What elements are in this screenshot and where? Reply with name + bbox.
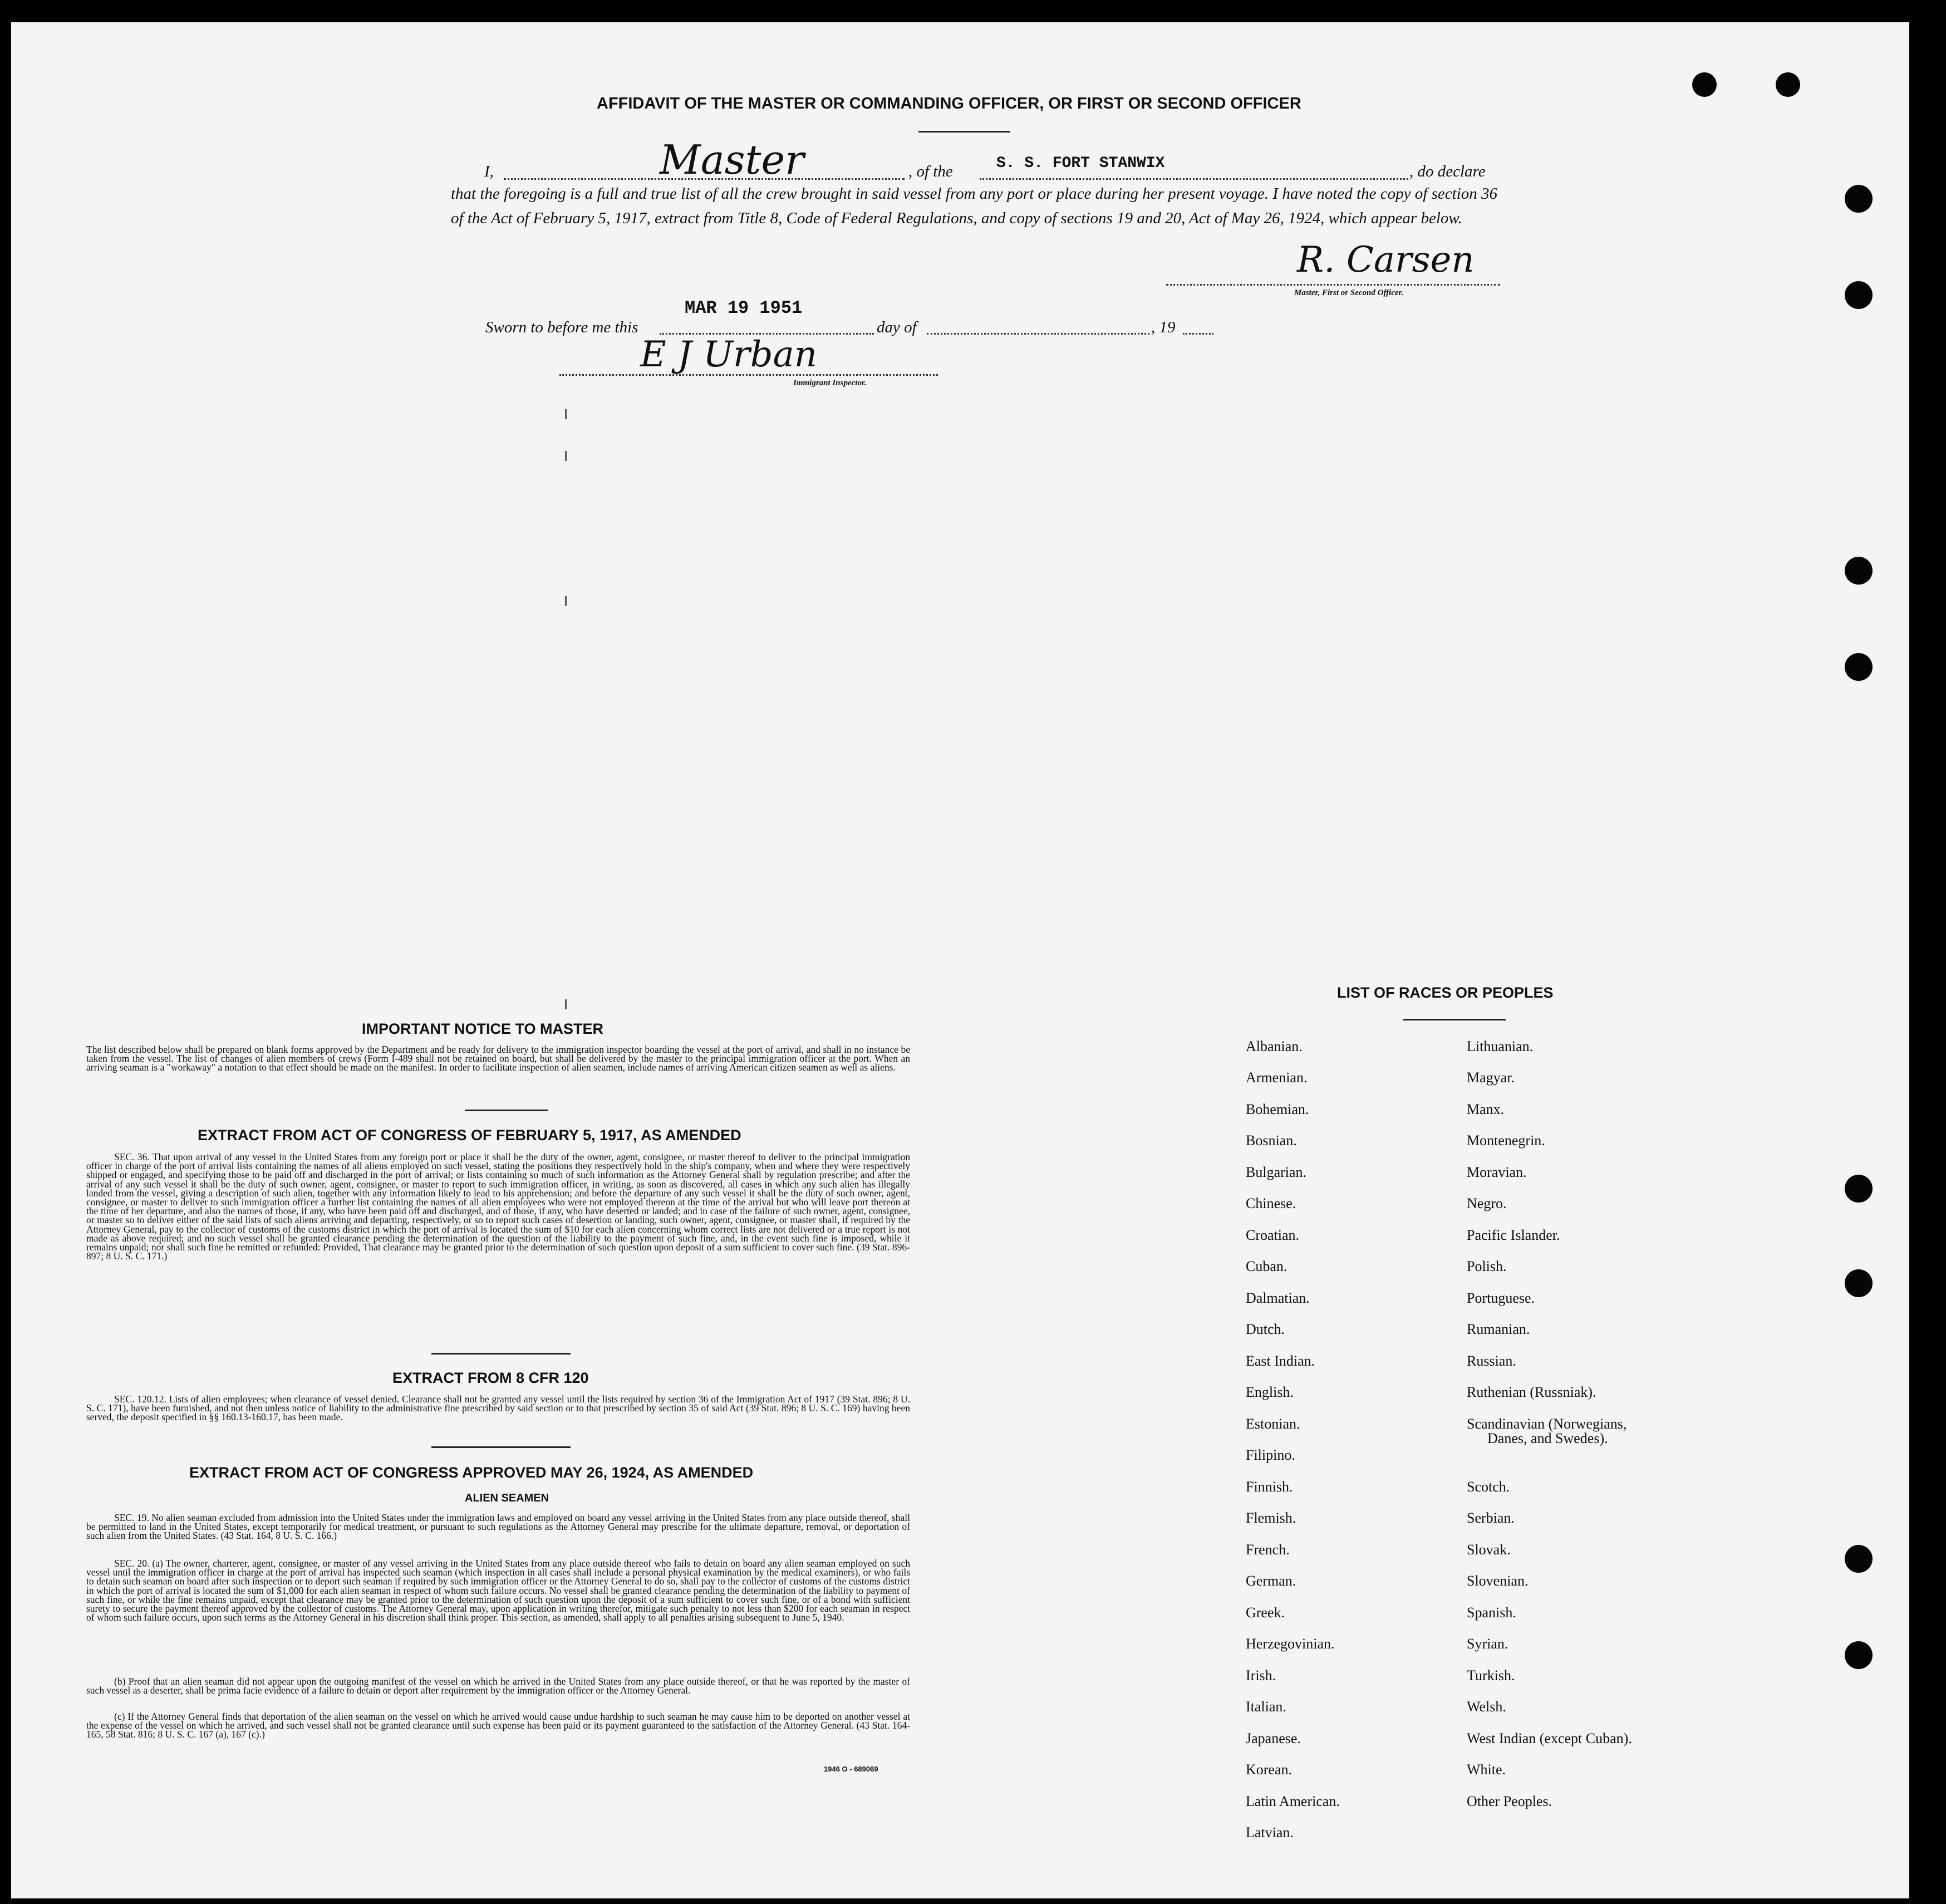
race-item: White. [1467,1761,1506,1778]
divider [431,1446,571,1448]
race-item: Portuguese. [1467,1290,1535,1306]
race-item: Flemish. [1246,1510,1296,1526]
race-item: Filipino. [1246,1447,1295,1463]
extract-cfr-text: SEC. 120.12. Lists of alien employees; when clearance of vessel denied. Clearance shall not be granted any vessel until the lists required by section 36 of the Immigration Act of 1917 (39 Stat. 896; 8 U. S. C. 171), have been furnished, and not then unless notice of liability to the administrative fine prescribed by said section or to that prescribed by section 35 of said Act (39 Stat. 896; 8 U. S. C. 169) having been served, the deposit specified in §§ 160.13-160.17, has been made. [86,1393,910,1423]
binder-hole [1692,72,1717,97]
divider [431,1353,571,1355]
extract-1924-sec19: SEC. 19. No alien seaman excluded from admission into the United States under the immigration laws and employed on board any vessel arriving in the United States from any place outside thereof, shall be permitted to land in the United States, except temporarily for medical treatment, or pursuant to such regulations as the Attorney General may prescribe for the ultimate departure, removal, or deportation of such alien from the United States. (43 Stat. 164, 8 U. S. C. 166.) [86,1512,910,1542]
race-item: Slovenian. [1467,1573,1529,1589]
sworn-label: Sworn to before me this [485,318,638,336]
sworn-month-line [927,333,1149,335]
scan-mark [565,999,567,1009]
race-item: Magyar. [1467,1069,1515,1086]
race-item: Manx. [1467,1101,1505,1117]
divider [1403,1019,1506,1020]
extract-1917-text: SEC. 36. That upon arrival of any vessel in the United States from any foreign port or place it shall be the duty of the owner, agent, consignee, or master thereof to deliver to the principal immigration officer in charge of the port of arrival lists containing the names of all aliens employed on such vessel, stating the positions they respectively hold in the ship's company, when and where they were respectively shipped or engaged, and specifying those to be paid off and discharged in the port of arrival; or lists containing so much of such information as the Attorney General shall by regulation prescribe; and after the arrival of any such vessel it shall be the duty of such owner, agent, consignee, or master to report to such immigration officer, in writing, as soon as discovered, all cases in which any such alien has illegally landed from the vessel, giving a description of such alien, together with any information likely to lead to his apprehension; and before the departure of any such vessel it shall be the duty of such owner, agent, consignee, or master to deliver to such immigration officer a further list containing the names of all alien employees who were not employed thereon at the time of the arrival but who will leave port thereon at the time of her departure, and also the names of those, if any, who have been paid off and discharged, and of those, if any, who have deserted or landed; and in case of the failure of such owner, agent, consignee, or master so to deliver either of the said lists of such aliens arriving and departing, respectively, or so to report such cases of desertion or landing, such owner, agent, consignee, or master shall, if required by the Attorney General, pay to the collector of customs of the customs district in which the port of arrival is located the sum of $10 for each alien concerning whom correct lists are not delivered or a true report is not made as above required; and no such vessel shall be granted clearance pending the determination of the question of the liability to the payment of such fine, and, in the event such fine is imposed, while it remains unpaid; nor shall such fine be remitted or refunded: Provided, That clearance may be granted prior to the determination of such question upon deposit of a sum sufficient to cover such fine. (39 Stat. 896-897; 8 U. S. C. 171.) [86,1151,910,1262]
divider [465,1110,548,1111]
vessel-name: S. S. FORT STANWIX [996,155,1165,172]
race-item: Croatian. [1246,1227,1300,1243]
binder-hole [1776,72,1800,97]
binder-hole [1845,1641,1873,1669]
race-item: Serbian. [1467,1510,1515,1526]
race-item: Herzegovinian. [1246,1636,1335,1652]
race-item: German. [1246,1573,1296,1589]
race-item: Bosnian. [1246,1132,1297,1149]
divider [918,131,1010,133]
race-item: Armenian. [1246,1069,1308,1086]
race-item: Spanish. [1467,1604,1516,1621]
race-item: French. [1246,1542,1290,1558]
race-item: Japanese. [1246,1730,1301,1746]
race-item: Dutch. [1246,1321,1285,1337]
race-item: Italian. [1246,1699,1286,1715]
extract-1917-title: EXTRACT FROM ACT OF CONGRESS OF FEBRUARY 5, 1917, AS AMENDED [198,1127,741,1144]
binder-hole [1845,1545,1873,1573]
extract-1924-subtitle: ALIEN SEAMEN [465,1492,549,1504]
scan-mark [565,409,567,419]
race-item: Chinese. [1246,1195,1296,1211]
sworn-year-line [1183,333,1213,335]
affidavit-i-label: I, [484,163,494,180]
race-item: Turkish. [1467,1667,1515,1684]
race-item: Finnish. [1246,1479,1293,1495]
master-signature-line [1166,284,1500,286]
race-item: Ruthenian (Russniak). [1467,1384,1596,1400]
race-item: Bohemian. [1246,1101,1309,1117]
extract-cfr-title: EXTRACT FROM 8 CFR 120 [392,1370,589,1386]
race-item: Rumanian. [1467,1321,1530,1337]
race-item: Syrian. [1467,1636,1508,1652]
race-item: Russian. [1467,1353,1516,1369]
race-item: Lithuanian. [1467,1038,1534,1054]
inspector-caption: Immigrant Inspector. [793,379,867,387]
race-item: Estonian. [1246,1416,1300,1432]
of-the-label: , of the [908,163,953,180]
binder-hole [1845,185,1873,213]
race-item: Slovak. [1467,1542,1511,1558]
binder-hole [1845,1269,1873,1297]
binder-hole [1845,1175,1873,1203]
extract-1924-sec20b: (b) Proof that an alien seaman did not appear upon the outgoing manifest of the vessel on which he arrived in the United States from any place outside thereof, or that he was reported by the master of such vessel as a deserter, shall be prima facie evidence of a failure to detain or deport after requirement by the immigration officer or the Attorney General. [86,1676,910,1696]
race-item: Albanian. [1246,1038,1303,1054]
year-prefix: , 19 [1151,318,1176,336]
race-item: Montenegrin. [1467,1132,1545,1149]
do-declare-label: , do declare [1409,163,1486,180]
race-item: Scandinavian (Norwegians, [1467,1416,1627,1432]
binder-hole [1845,653,1873,681]
binder-hole [1845,281,1873,309]
race-item: Welsh. [1467,1699,1506,1715]
race-item: Pacific Islander. [1467,1227,1560,1243]
race-item: Danes, and Swedes). [1487,1430,1608,1446]
notice-text: The list described below shall be prepared on blank forms approved by the Department and be ready for delivery to the immigration inspector boarding the vessel at the port of arrival, and shall in no instance be taken from the vessel. The list of changes of alien members of crews (Form I-489 shall not be retained on board, but shall be delivered by the master to the principal immigration officer at the port. When an arriving seaman is a "workaway" a notation to that effect should be made on the manifest. In order to facilitate inspection of alien seamen, include names of arriving American citizen seamen as well as aliens. [86,1044,910,1073]
date-stamp: MAR 19 1951 [685,298,803,318]
race-item: Moravian. [1467,1164,1527,1180]
race-item: Polish. [1467,1258,1507,1274]
race-item: Scotch. [1467,1479,1510,1495]
affidavit-declaration: that the foregoing is a full and true list of all the crew brought in said vessel from any port or place during her present voyage. I have noted the copy of section 36 of the Act of February 5, 1917, extract from Title 8, Code of Federal Regulations, and copy of sections 19 and 20, Act of May 26, 1924, which appear below. [451,185,1497,227]
race-item: Irish. [1246,1667,1276,1684]
officer-handwritten: Master [660,136,804,183]
binder-hole [1845,557,1873,585]
extract-1924-title: EXTRACT FROM ACT OF CONGRESS APPROVED MAY 26, 1924, AS AMENDED [189,1464,754,1481]
affidavit-title: AFFIDAVIT OF THE MASTER OR COMMANDING OFFICER, OR FIRST OR SECOND OFFICER [597,95,1301,112]
race-item: Cuban. [1246,1258,1287,1274]
race-item: West Indian (except Cuban). [1467,1730,1632,1746]
races-title: LIST OF RACES OR PEOPLES [1337,984,1554,1001]
extract-1924-sec20a: SEC. 20. (a) The owner, charterer, agent, consignee, or master of any vessel arriving in the United States from any place outside thereof who fails to detain on board any alien seaman employed on such vessel until the immigration officer in charge at the port of arrival has inspected such seaman (which inspection in all cases shall include a personal physical examination by the medical examiners), or who fails to detain such seaman on board after such inspection or to deport such seaman if required by such immigration officer or the Attorney General to do so, shall pay to the collector of customs of the customs district in which the port of arrival is located the sum of $1,000 for each alien seaman in respect of whom such failure occurs. No vessel shall be granted clearance pending the determination of the liability to payment of such fine, or while the fine remains unpaid, except that clearance may be granted prior to the determination of such question upon the deposit of a sum sufficient to cover such fine, or of a bond with sufficient surety to secure the payment thereof approved by the collector of customs. The Attorney General may, upon application in writing therefor, mitigate such penalty to not less than $200 for each seaman in respect of whom such failure occurs, upon such terms as the Attorney General in his discretion shall think proper. This section, as amended, shall apply to all penalties arising subsequent to June 5, 1940. [86,1558,910,1623]
scan-mark [565,451,567,461]
race-item: Other Peoples. [1467,1793,1552,1809]
vessel-line [980,178,1408,180]
race-item: Bulgarian. [1246,1164,1307,1180]
extract-1924-sec20c: (c) If the Attorney General finds that deportation of the alien seaman on the vessel on which he arrived would cause undue hardship to such seaman he may cause him to be deported on another vessel at the expense of the vessel on which he arrived, and such vessel shall not be granted clearance until such expense has been paid or its payment guaranteed to the satisfaction of the Attorney General. (43 Stat. 164-165, 58 Stat. 816; 8 U. S. C. 167 (a), 167 (c).) [86,1711,910,1740]
race-item: Latin American. [1246,1793,1340,1809]
scan-mark [565,596,567,606]
race-item: East Indian. [1246,1353,1315,1369]
race-item: Korean. [1246,1761,1293,1778]
race-item: Greek. [1246,1604,1285,1621]
race-item: Latvian. [1246,1824,1294,1841]
notice-title: IMPORTANT NOTICE TO MASTER [362,1020,603,1037]
day-of-label: day of [877,318,917,336]
inspector-signature: E J Urban [640,334,817,375]
race-item: English. [1246,1384,1294,1400]
race-item: Dalmatian. [1246,1290,1310,1306]
race-item: Negro. [1467,1195,1507,1211]
master-caption: Master, First or Second Officer. [1294,288,1404,297]
print-code: 1946 O - 689069 [824,1765,878,1773]
master-signature: R. Carsen [1297,239,1475,281]
